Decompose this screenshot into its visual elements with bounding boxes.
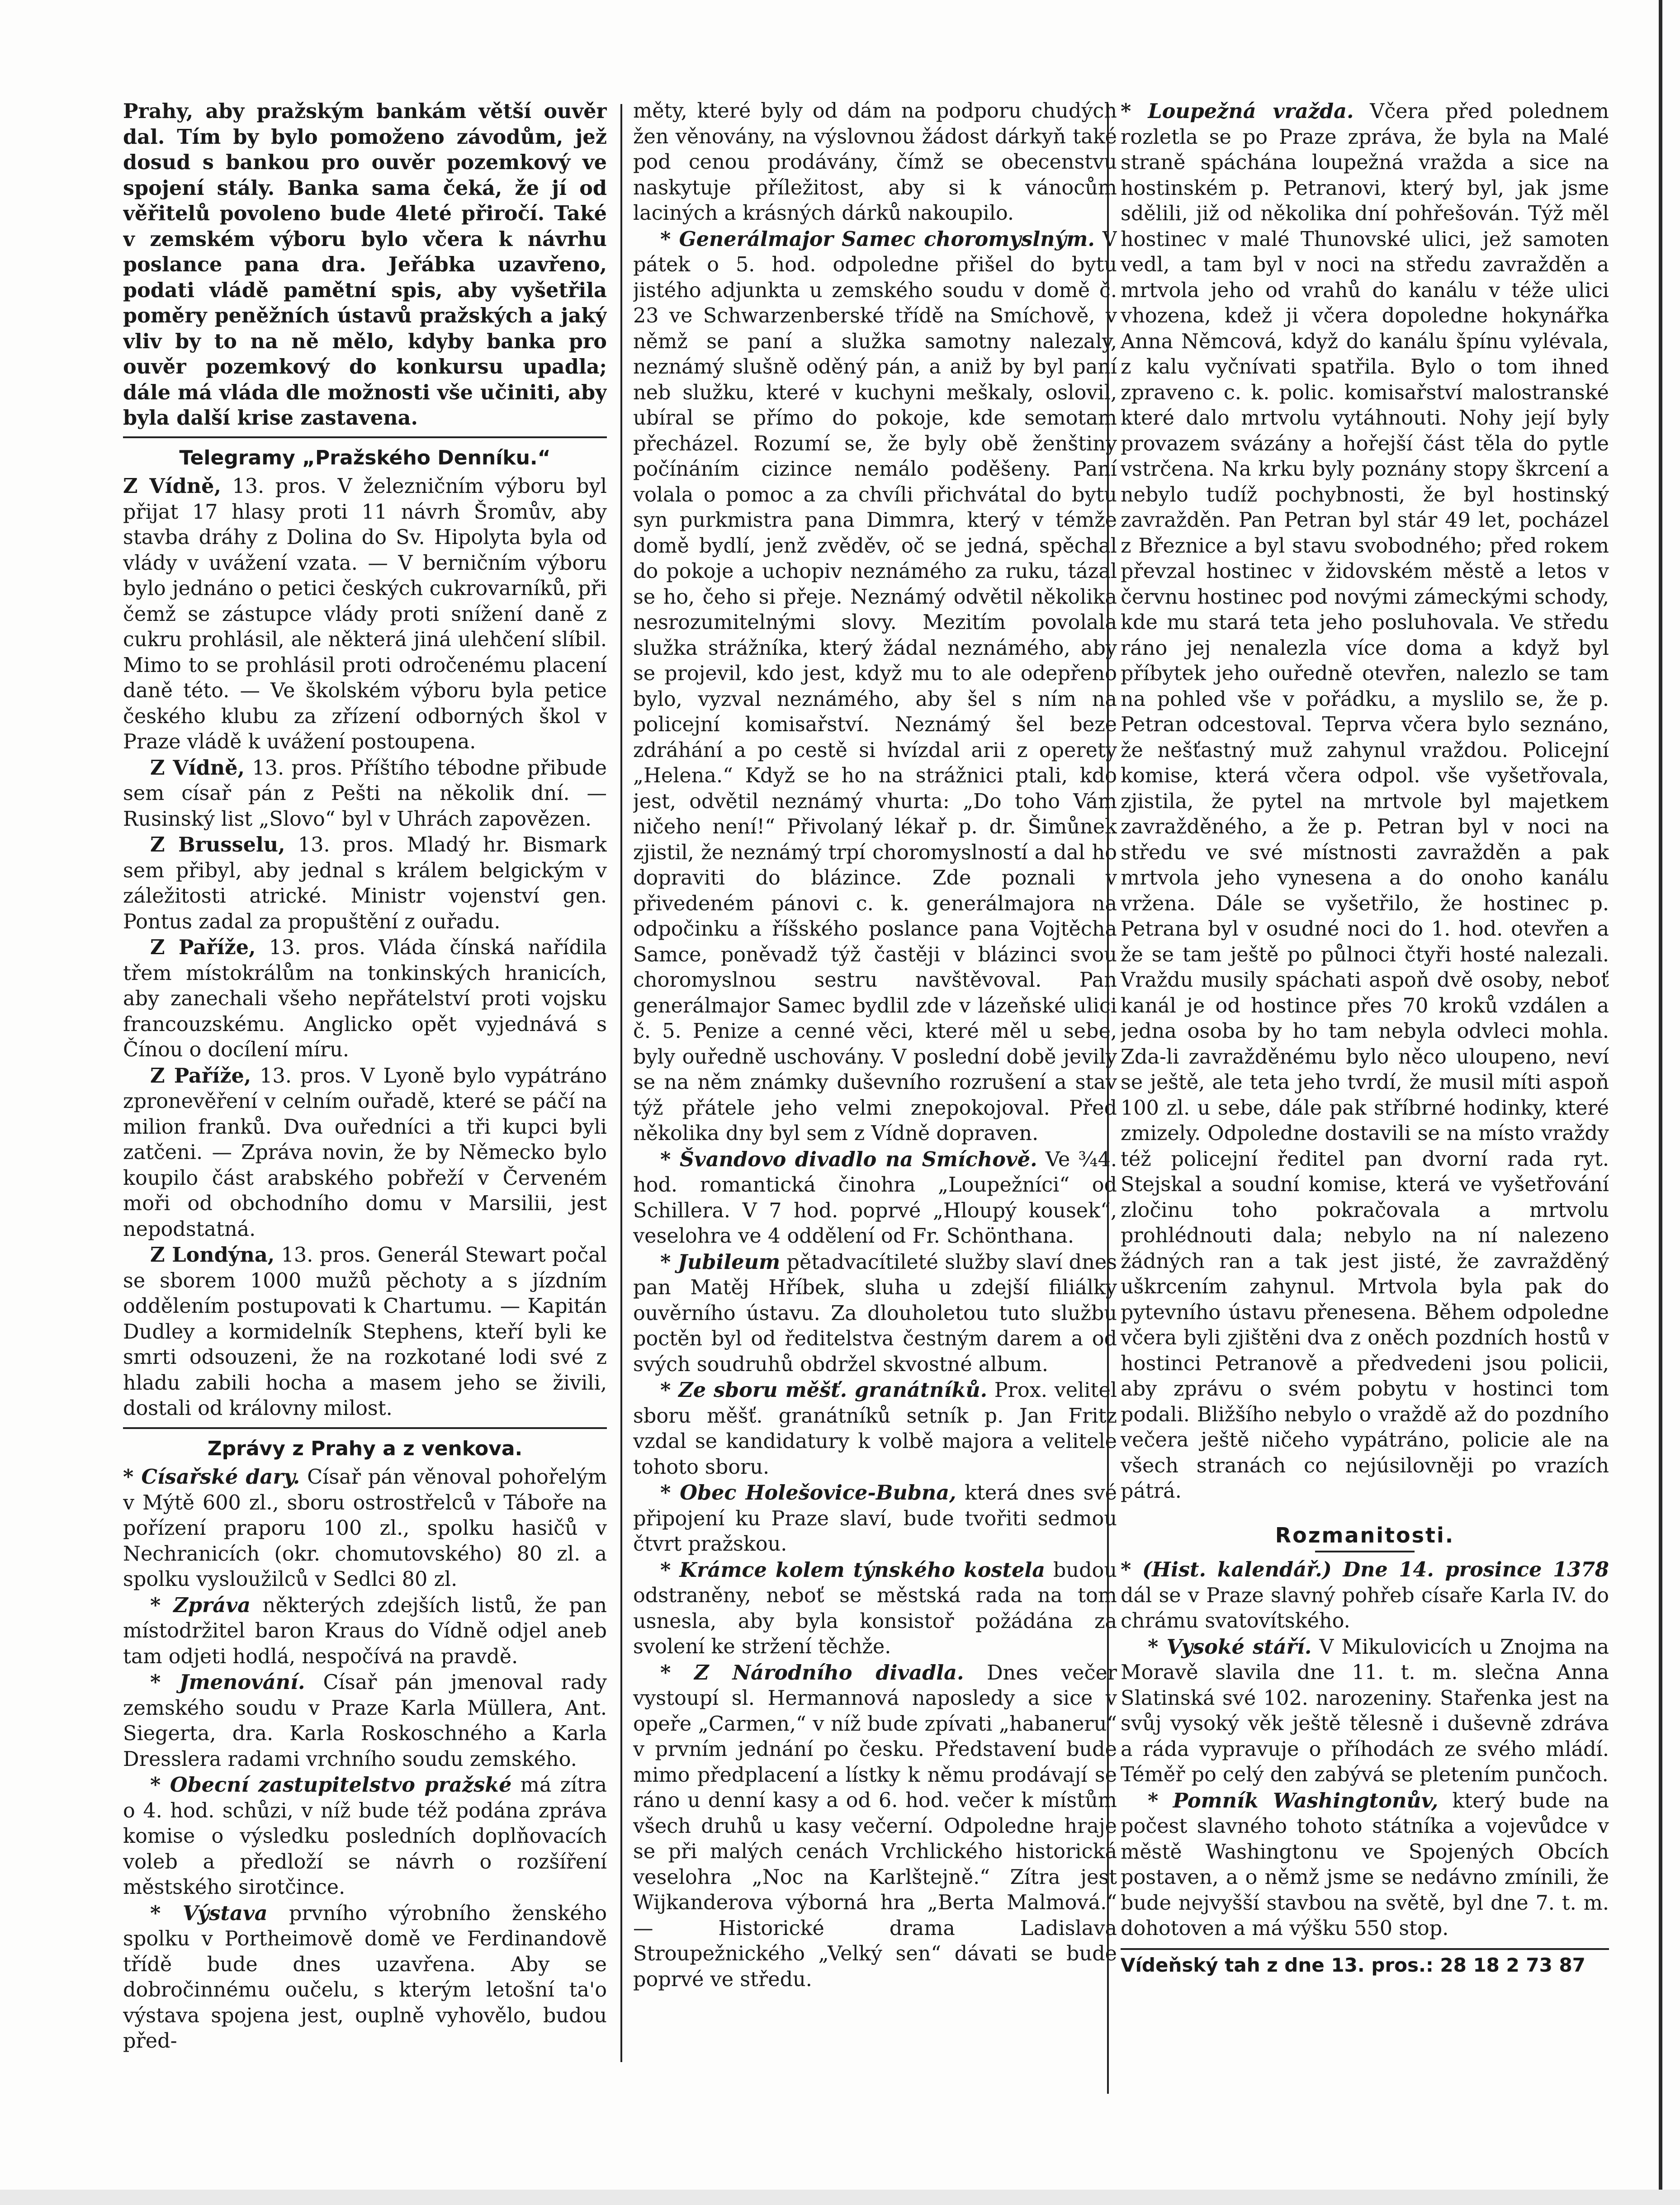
section-divider	[123, 436, 607, 438]
news-item-text: Dnes večer vystoupí sl. Hermannová naposledy a sice v opeře „Carmen,“ v níž bude zpívati „habaneru“ v prvním jednání po česku. Představení bude mimo předplacení a lístky k němu prodávají se ráno u denní kasy a od 6. hod. večer k místům všech druhů u kasy večerní. Odpoledne hraje se při malých cenách Vrchlického historická veselohra „Noc na Karlštejně.“ Zítra jest Wijkanderova výborná hra „Berta Malmová.“ — Historické drama Ladislava Stroupežnického „Velký sen“ dávati se bude poprvé ve středu.	[633, 1661, 1117, 1991]
news-item-title: * Obecní zastupitelstvo pražské	[150, 1773, 512, 1797]
continued-paragraph: měty, které byly od dám na podporu chudých žen věnovány, na výslovnou žádost dárkyň také pod cenou prodávány, čímž se obecenstvu naskytuje příležitost, aby si k vánocům laciných a krásných dárků nakoupilo.	[633, 99, 1117, 225]
miscellany-item	[1121, 1634, 1609, 1788]
miscellany-item-text: dál se v Praze slavný pohřeb císaře Karla IV. do chrámu svatovítského.	[1121, 1584, 1609, 1632]
scan-edge-bottom	[0, 2190, 1680, 2205]
telegram-item	[123, 473, 607, 755]
news-item	[123, 1464, 607, 1593]
news-item-text: Prox. velitel sboru měšť. granátníků setník p. Jan Fritz vzdal se kandidatury k volbě majora a velitele tohoto sboru.	[633, 1379, 1117, 1479]
miscellany-item	[1121, 1788, 1609, 1942]
lottery-draw: Vídeňský tah z dne 13. pros.: 28 18 2 73 87	[1121, 1948, 1609, 1978]
miscellany-item-text: který bude na počest slavného tohoto státníka a vojevůdce v městě Washingtonu ve Spojených Obcích postaven, a o němž jsme se nedávno zmínili, že bude nejvyšší stavbou na světě, byl dne 7. t. m. dohotoven a má výšku 550 stop.	[1121, 1789, 1609, 1940]
telegram-dateline: Z Brusselu,	[150, 833, 285, 856]
miscellany-item-title: * (Hist. kalendář.) Dne 14. prosince 1378	[1121, 1558, 1609, 1581]
news-item	[633, 1480, 1117, 1557]
news-item-title: * Zpráva	[150, 1593, 251, 1617]
news-item-title: * Jmenování.	[150, 1670, 305, 1694]
miscellany-item-text: V Mikulovicích u Znojma na Moravě slavila dne 11. t. m. slečna Anna Slatinská své 102. narozeniny. Stařenka jest na svůj vysoký věk ještě tělesně i duševně zdráva a ráda vypravuje o příhodách ze svého mládí. Téměř po celý den zabývá se pletením punčoch.	[1121, 1635, 1609, 1786]
news-item-title: * Loupežná vražda.	[1121, 99, 1354, 123]
news-item-title: * Z Národního divadla.	[660, 1661, 964, 1685]
telegram-dateline: Z Paříže,	[150, 936, 256, 959]
telegram-dateline: Z Vídně,	[150, 756, 245, 780]
telegram-text: 13. pros. Vláda čínská nařídila třem místokrálům na tonkinských hranicích, aby zanechali všeho nepřátelství proti vojsku francouzskému. Anglicko opět vyjednává s Čínou o docílení míru.	[123, 936, 607, 1061]
column-left	[123, 99, 607, 2097]
telegram-text: 13. pros. Generál Stewart počal se sborem 1000 mužů pěchoty a s jízdním oddělením postupovati k Chartumu. — Kapitán Dudley a kormidelník Stephens, kteří byli ke smrti odsouzeni, že na rozkotané lodi své z hladu zabili hocha a masem jeho se živili, dostali od královny milost.	[123, 1244, 607, 1420]
news-heading: Zprávy z Prahy a z venkova.	[207, 1437, 523, 1460]
news-item-text: má zítra o 4. hod. schůzi, v níž bude též podána zpráva komise o výsledku posledních doplňovacích voleb a předloží se návrh o rozšíření městského sirotčince.	[123, 1774, 607, 1899]
telegram-text: 13. pros. V železničním výboru byl přijat 17 hlasy proti 11 návrh Šromův, aby stavba dráhy z Dolina do Sv. Hipolyta byla od vlády v uvážení vzata. — V berničním výboru bylo jednáno o petici českých cukrovarníků, při čemž se zástupce vlády proti snížení daně z cukru prohlásil, ale některá jiná ulehčení slíbil. Mimo to se prohlásil proti odročenému placení daně této. — Ve školském výboru byla petice českého klubu za zřízení odborných škol v Praze vládě k uvážení postoupena.	[123, 475, 607, 753]
news-item-title: * Obec Holešovice-Bubna,	[660, 1481, 956, 1505]
news-item	[633, 1660, 1117, 1993]
news-item-title: * Švandovo divadlo na Smíchově.	[660, 1147, 1037, 1171]
column-right	[1121, 99, 1609, 2161]
telegram-heading: Telegramy „Pražského Denníku.“	[179, 446, 551, 469]
heading-underline	[1315, 1551, 1415, 1552]
news-item-title: * Císařské dary.	[123, 1465, 300, 1489]
column-rule-left	[620, 104, 622, 2062]
section-divider	[123, 1427, 607, 1429]
news-item	[633, 1249, 1117, 1378]
telegram-item	[123, 1242, 607, 1422]
news-item	[123, 1901, 607, 2054]
news-item-text: některých zdejších listů, že pan místodržitel baron Kraus do Vídně odjel aneb tam odjeti hodlá, nespočívá na pravdě.	[123, 1594, 607, 1668]
news-item	[633, 1557, 1117, 1660]
news-item-text: Ve ¾4. hod. romantická činohra „Loupežníci“ od Schillera. V 7 hod. poprvé „Hloupý kousek“, veselohra ve 4 oddělení od Fr. Schönthana.	[633, 1148, 1117, 1248]
telegram-item	[123, 755, 607, 833]
telegram-text: 13. pros. V Lyoně bylo vypátráno zpronevěření v celním ouřadě, které se páčí na milion franků. Dva ouředníci a tři kupci byli zatčeni. — Zpráva novin, že by Německo bylo koupilo část arabského pobřeží v Červeném moři od obchodního domu v Marsilii, jest nepodstatná.	[123, 1064, 607, 1241]
miscellany-heading: Rozmanitosti.	[1275, 1523, 1455, 1547]
news-item-title: * Výstava	[150, 1901, 268, 1925]
scan-edge-right	[1659, 0, 1662, 2205]
news-item-text: pětadvacítileté služby slaví dnes pan Matěj Hříbek, sluha u zdejší filiálky ouvěrního ústavu. Za dlouholetou tuto službu poctěn byl od ředitelstva čestným darem a od svých soudruhů obdržel skvostné album.	[633, 1250, 1117, 1376]
news-item-title: * Jubileum	[660, 1250, 781, 1274]
news-item-text: prvního výrobního ženského spolku v Portheimově domě ve Ferdinandově třídě bude dnes uzavřena. Aby se dobročinnému oučelu, s kterým letošní ta'o výstava spojena jest, ouplně vyhovělo, budou před-	[123, 1902, 607, 2053]
news-item	[633, 227, 1117, 1147]
continued-paragraph: Prahy, aby pražským bankám větší ouvěr dal. Tím by bylo pomoženo závodům, jež dosud s bankou pro ouvěr pozemkový ve spojení stály. Banka sama čeká, že jí od věřitelů povoleno bude 4leté přiročí. Také v zemském výboru bylo včera k návrhu poslance pana dra. Jeřábka uzavřeno, podati vládě pamětní spis, aby vyšetřila poměry peněžních ústavů pražských a jaký vliv by to na ně mělo, kdyby banka pro ouvěr pozemkový do konkursu upadla; dále má vláda dle možnosti vše učiniti, aby byla další krise zastavena.	[123, 99, 607, 430]
news-item-text: Včera před polednem rozletla se po Praze zpráva, že byla na Malé straně spáchána loupežná vražda a sice na hostinském p. Petranovi, který byl, jak jsme sdělili, již od několika dní pohřešován. Týž měl hostinec v malé Thunovské ulici, jež samoten vedl, a tam byl v noci na středu zavražděn a mrtvola jeho od vrahů do kanálu v téže ulici vhozena, kdež ji včera dopoledne hokynářka Anna Němcová, když do kanálu špínu vylévala, z kalu vyčnívati spatřila. Bylo o tom ihned zpraveno c. k. polic. komisařství malostranské které dalo mrtvolu vytáhnouti. Nohy její byly provazem svázány a hořejší část těla do pytle vstrčena. Na krku byly poznány stopy škrcení a nebylo tudíž pochybnosti, že byl hostinský zavražděn. Pan Petran byl stár 49 let, pocházel z Březnice a byl stavu svobodného; před rokem převzal hostinec v židovském městě a letos v červnu hostinec pod novými zámeckými schody, kde mu stará teta jeho posluhovala. Ve středu ráno jej nenalezla více doma a když byl příbytek jeho ouředně otevřen, nalezlo se tam na pohled vše v pořádku, a myslilo se, že p. Petran odcestoval. Teprva včera bylo seznáno, že nešťastný muž zahynul vraždou. Policejní komise, která včera odpol. vše vyšetřovala, zjistila, že pytel na mrtvole byl majetkem zavražděného, a že p. Petran byl v noci na středu ve své místnosti zavražděn a pak mrtvola jeho vynesena a do onoho kanálu vržena. Dále se vyšetřilo, že hostinec p. Petrana byl v osudné noci do 1. hod. otevřen a že se tam ještě po půlnoci čtyři hosté nalezali. Vraždu musily spáchati aspoň dvě osoby, neboť kanál je od hostince přes 70 kroků vzdálen a jedna osoba by ho tam nebyla odvleci mohla. Zda-li zavražděnému bylo něco uloupeno, neví se ještě, ale teta jeho tvrdí, že musil míti aspoň 100 zl. u sebe, dále pak stříbrné hodinky, které zmizely. Odpoledne dostavili se na místo vraždy též policejní ředitel pan dvorní rada ryt. Stejskal a soudní komise, která ve vyšetřování zločinu toho pokračovala a mrtvolu prohlédnouti dala; nebylo na ní nalezeno žádných ran a tak jest jisté, že zavražděný uškrcením zahynul. Mrtvola byla pak do pytevního ústavu přenesena. Během odpoledne včera byli zjištěni dva z oněch pozdních hostů v hostinci Petranově a předvedeni jsou policii, aby zprávu o svém pobytu v hostinci tom podali. Bližšího nebylo o vraždě až do pozdního večera ještě ničeho vypátráno, policie ale na všech stranách co nejúsilovněji po vrazích pátrá.	[1121, 100, 1609, 1503]
miscellany-item-title: * Pomník Washingtonův,	[1148, 1789, 1439, 1812]
miscellany-item-title: * Vysoké stáří.	[1148, 1635, 1312, 1659]
news-item	[123, 1593, 607, 1670]
news-item-title: * Generálmajor Samec choromyslným.	[660, 227, 1095, 251]
telegram-text: 13. pros. Mladý hr. Bismark sem přibyl, aby jednal s králem belgickým v záležitosti atrické. Ministr vojenství gen. Pontus zadal za propuštění z ouřadu.	[123, 833, 607, 933]
news-item	[633, 1377, 1117, 1480]
miscellany-item	[1121, 1557, 1609, 1634]
telegram-dateline: Z Paříže,	[150, 1064, 251, 1088]
telegram-text: 13. pros. Příštího tébodne přibude sem císař pán z Pešti na několik dní. — Rusinský list „Slovo“ byl v Uhrách zapovězen.	[123, 756, 607, 831]
column-middle	[633, 99, 1117, 2097]
news-item-text: V pátek o 5. hod. odpoledne přišel do bytu jistého adjunkta u zemského soudu v domě č. 23 ve Schwarzenberské třídě na Smíchově, v němž se paní a služka samotny nalezaly, neznámý slušně oděný pán, a aniž by byl paní neb služku, které v kuchyni meškaly, oslovil, ubíral se přímo do pokoje, kde semotam přecházel. Rozumí se, že byly obě ženštiny počínáním cizince nemálo poděšeny. Paní volala o pomoc a za chvíli přichvátal do bytu syn purkmistra pana Dimmra, který v témže domě bydlí, jenž zvěděv, oč se jedná, spěchal do pokoje a uchopiv neznámého za ruku, tázal se ho, čeho si přeje. Neznámý odvětil několika nesrozumitelnými slovy. Mezitím povolala služka strážníka, který žádal neznámého, aby se projevil, kdo jest, když mu to ale odepřeno bylo, vyzval neznámého, aby šel s ním na policejní komisařství. Neznámý šel beze zdráhání a po cestě si hvízdal arii z operety „Helena.“ Když se ho na strážnici ptali, kdo jest, odvětil neznámý vhurta: „Do toho Vám ničeho není!“ Přivolaný lékař p. dr. Šimůnek zjistil, že neznámý trpí choromyslností a dal ho dopraviti do blázince. Zde poznali v přivedeném pánovi c. k. generálmajora na odpočinku a říšského poslance pana Vojtěcha Samce, poněvadž týž častěji v blázinci svou choromyslnou sestru navštěvoval. Pan generálmajor Samec bydlil zde v lázeňské ulici č. 5. Penize a cenné věci, které měl u sebe, byly ouředně uschovány. V poslední době jevily se na něm známky duševního rozrušení a stav týž přátele jeho velmi znepokojoval. Před několika dny byl sem z Vídně dopraven.	[633, 227, 1117, 1145]
news-item	[1121, 99, 1609, 1505]
news-item-title: * Krámce kolem týnského kostela	[660, 1558, 1046, 1582]
news-item-text: Císař pán jmenoval rady zemského soudu v Praze Karla Müllera, Ant. Siegerta, dra. Karla Roskoschného a Karla Dresslera radami vrchního soudu zemského.	[123, 1671, 607, 1771]
telegram-dateline: Z Vídně,	[123, 474, 221, 498]
news-item	[123, 1670, 607, 1772]
news-item-text: budou odstraněny, neboť se městská rada na tom usnesla, aby byla konsistoř požádána za svolení ke stržení těchže.	[633, 1558, 1117, 1658]
news-item	[633, 1147, 1117, 1249]
telegram-item	[123, 935, 607, 1063]
telegram-item	[123, 832, 607, 935]
telegram-item	[123, 1063, 607, 1243]
news-item-text: která dnes své připojení ku Praze slaví, bude tvořiti sedmou čtvrt pražskou.	[633, 1481, 1117, 1556]
telegram-dateline: Z Londýna,	[150, 1243, 275, 1267]
news-item-title: * Ze sboru měšť. granátníků.	[660, 1378, 988, 1402]
news-item-text: Císař pán věnoval pohořelým v Mýtě 600 zl., sboru ostrostřelců v Táboře na pořízení praporu 100 zl., spolku hasičů v Nechranicích (okr. chomutovského) 80 zl. a spolku vysloužilců v Sedlci 80 zl.	[123, 1466, 607, 1591]
news-item	[123, 1772, 607, 1901]
